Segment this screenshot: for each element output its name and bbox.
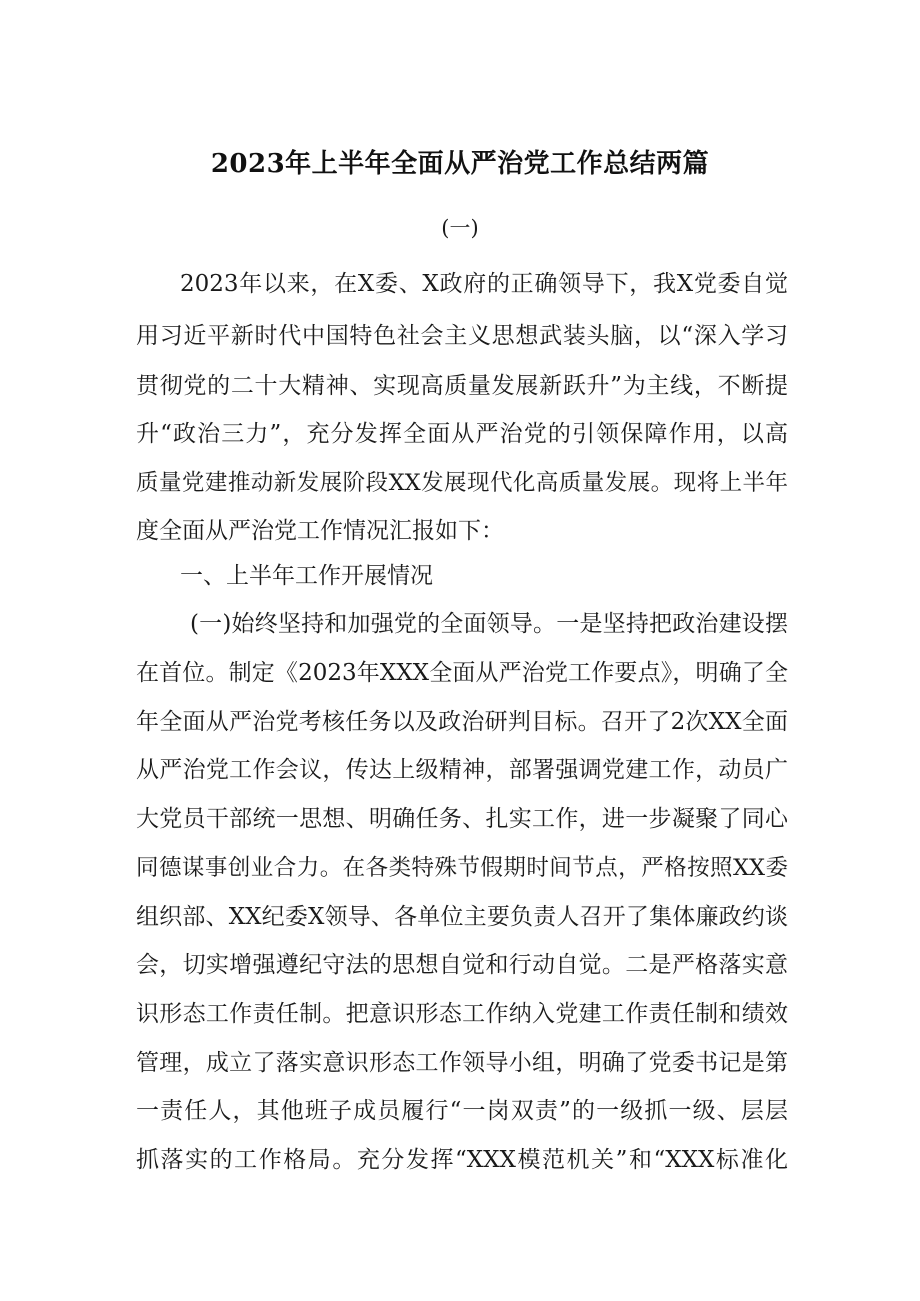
paragraph-line: 识形态工作责任制。把意识形态工作纳入党建工作责任制和绩效 [136,1001,788,1027]
paragraph-line: 质量党建推动新发展阶段XX发展现代化高质量发展。现将上半年 [136,470,788,496]
paragraph-line: 大党员干部统一思想、明确任务、扎实工作，进一步凝聚了同心 [136,806,788,832]
paragraph-line: 会，切实增强遵纪守法的思想自觉和行动自觉。二是严格落实意 [136,952,788,978]
paragraph-line: (一)始终坚持和加强党的全面领导。一是坚持把政治建设摆 [190,611,788,637]
paragraph-line: 一责任人，其他班子成员履行“一岗双责”的一级抓一级、层层 [136,1098,788,1124]
paragraph-line: 用习近平新时代中国特色社会主义思想武装头脑，以“深入学习 [136,323,788,349]
part-label: (一) [441,216,479,240]
paragraph-line: 从严治党工作会议，传达上级精神，部署强调党建工作，动员广 [136,757,788,783]
paragraph-line: 组织部、XX纪委X领导、各单位主要负责人召开了集体廉政约谈 [136,904,788,930]
section-heading: 一、上半年工作开展情况 [180,563,433,589]
paragraph-line: 同德谋事创业合力。在各类特殊节假期时间节点，严格按照XX委 [136,855,788,881]
paragraph-line: 2023年以来，在X委、X政府的正确领导下，我X党委自觉 [180,271,788,297]
paragraph-line: 升“政治三力”，充分发挥全面从严治党的引领保障作用，以高 [136,421,788,447]
document-title: 2023年上半年全面从严治党工作总结两篇 [210,149,710,179]
paragraph-line: 抓落实的工作格局。充分发挥“XXX模范机关”和“XXX标准化 [136,1147,788,1173]
paragraph-line: 年全面从严治党考核任务以及政治研判目标。召开了2次XX全面 [136,709,788,735]
paragraph-line: 管理，成立了落实意识形态工作领导小组，明确了党委书记是第 [136,1050,788,1076]
paragraph-line: 贯彻党的二十大精神、实现高质量发展新跃升”为主线，不断提 [136,373,788,399]
paragraph-line: 度全面从严治党工作情况汇报如下： [136,518,504,544]
paragraph-line: 在首位。制定《2023年XXX全面从严治党工作要点》，明确了全 [136,660,788,686]
